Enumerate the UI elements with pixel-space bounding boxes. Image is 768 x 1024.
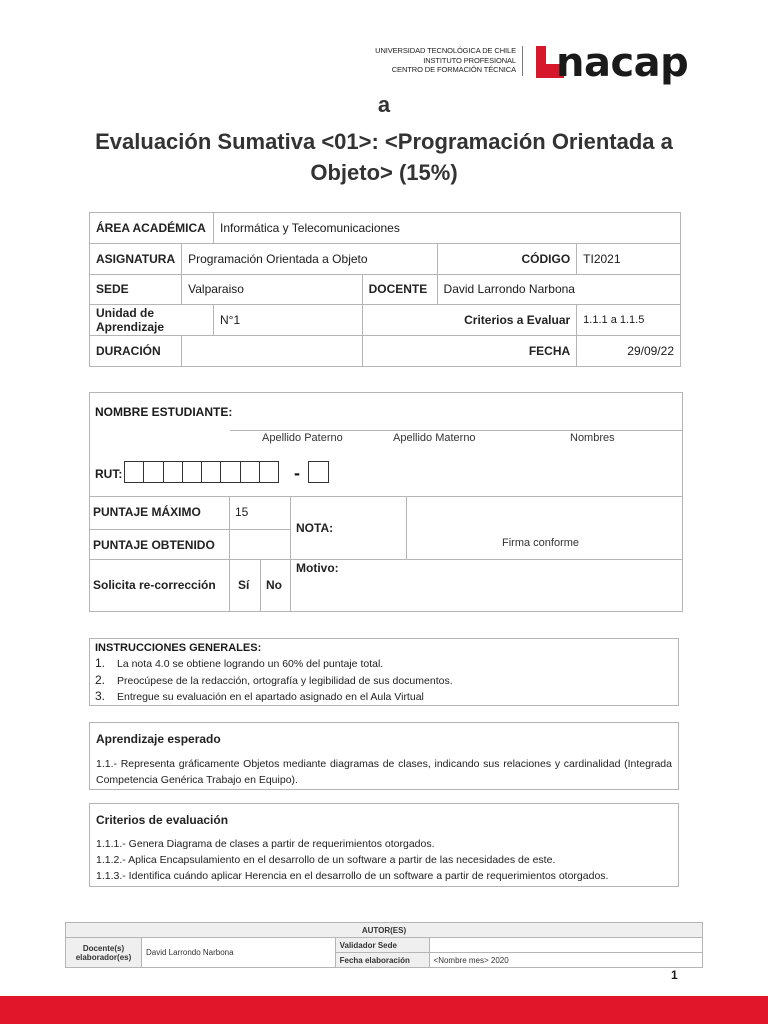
list-text: Entregue su evaluación en el apartado asignado en el Aula Virtual <box>117 691 424 703</box>
table-row <box>90 213 681 244</box>
name-line[interactable] <box>230 430 682 431</box>
institution-line-3: CENTRO DE FORMACIÓN TÉCNICA <box>391 65 516 74</box>
rut-input[interactable] <box>125 461 279 483</box>
rut-digit-cell[interactable] <box>259 461 279 483</box>
aprendizaje-section <box>89 722 679 790</box>
duracion-value[interactable] <box>182 336 362 367</box>
list-item <box>95 673 453 687</box>
instrucciones-section <box>89 638 679 706</box>
student-section <box>89 392 683 612</box>
docente-elaborador-value: David Larrondo Narbona <box>141 938 335 968</box>
si-option[interactable]: Sí <box>238 578 250 592</box>
rut-check-digit-cell[interactable] <box>308 461 329 483</box>
institution-lines <box>375 46 516 75</box>
asignatura-label: ASIGNATURA <box>90 243 182 274</box>
title-prefix: a <box>377 92 391 117</box>
rut-digit-cell[interactable] <box>201 461 221 483</box>
logo-divider <box>522 46 523 76</box>
list-number: 2. <box>95 673 106 687</box>
rut-digit-cell[interactable] <box>163 461 183 483</box>
page-number: 1 <box>671 968 678 982</box>
codigo-value: TI2021 <box>577 243 681 274</box>
list-text: La nota 4.0 se obtiene logrando un 60% del puntaje total. <box>117 658 384 670</box>
sede-value: Valparaiso <box>182 274 362 305</box>
validador-value <box>429 938 702 953</box>
aprendizaje-title: Aprendizaje esperado <box>96 732 221 746</box>
rut-digit-cell[interactable] <box>182 461 202 483</box>
institution-line-2: INSTITUTO PROFESIONAL <box>423 55 516 65</box>
institution-line-1: UNIVERSIDAD TECNOLÓGICA DE CHILE <box>375 46 516 55</box>
fecha-label: FECHA <box>362 336 577 367</box>
footer-bar <box>0 996 768 1024</box>
autores-table <box>65 922 703 968</box>
table-row <box>90 243 681 274</box>
rut-digit-cell[interactable] <box>143 461 163 483</box>
nombre-estudiante-label: NOMBRE ESTUDIANTE: <box>95 405 233 419</box>
inacap-logo-text: nacap <box>556 40 689 86</box>
puntaje-maximo-label: PUNTAJE MÁXIMO <box>93 505 201 519</box>
sede-label: SEDE <box>90 274 182 305</box>
puntaje-maximo-value: 15 <box>235 505 249 519</box>
criterios-title: Criterios de evaluación <box>96 813 229 827</box>
puntaje-obtenido-label: PUNTAJE OBTENIDO <box>93 538 215 552</box>
criterios-label: Criterios a Evaluar <box>362 305 577 336</box>
duracion-label: DURACIÓN <box>90 336 182 367</box>
area-label: ÁREA ACADÉMICA <box>90 213 214 244</box>
rut-label: RUT: <box>95 467 123 481</box>
divider <box>290 559 682 560</box>
area-value: Informática y Telecomunicaciones <box>213 213 680 244</box>
divider <box>260 559 261 612</box>
apellido-materno-label: Apellido Materno <box>393 432 476 444</box>
nombres-label: Nombres <box>570 432 615 444</box>
list-item <box>95 689 424 703</box>
docente-elaborador-label: Docente(s) elaborador(es) <box>66 938 142 968</box>
divider <box>90 496 682 497</box>
table-row <box>66 923 703 938</box>
asignatura-value: Programación Orientada a Objeto <box>182 243 437 274</box>
rut-digit-cell[interactable] <box>220 461 240 483</box>
unidad-label: Unidad de Aprendizaje <box>90 305 214 336</box>
divider <box>90 529 290 530</box>
recorreccion-label: Solicita re-corrección <box>93 578 216 592</box>
criterios-section <box>89 803 679 887</box>
fecha-elaboracion-label: Fecha elaboración <box>335 953 429 968</box>
criterios-list <box>96 836 672 884</box>
docente-label: DOCENTE <box>362 274 437 305</box>
divider <box>290 496 291 612</box>
docente-value: David Larrondo Narbona <box>437 274 680 305</box>
table-row <box>90 305 681 336</box>
list-number: 1. <box>95 656 106 670</box>
autores-header: AUTOR(ES) <box>66 923 703 938</box>
motivo-label: Motivo: <box>296 561 339 575</box>
aprendizaje-text: 1.1.- Representa gráficamente Objetos mediante diagramas de clases, indicando sus relaciones y cardinalidad (Integrada Competencia Genérica Trabajo en Equipo). <box>96 758 672 786</box>
codigo-label: CÓDIGO <box>437 243 577 274</box>
rut-dash: - <box>294 463 300 483</box>
table-row <box>90 336 681 367</box>
apellido-paterno-label: Apellido Paterno <box>262 432 343 444</box>
table-row <box>90 274 681 305</box>
list-number: 3. <box>95 689 106 703</box>
no-option[interactable]: No <box>266 578 282 592</box>
firma-conforme-label: Firma conforme <box>502 537 580 549</box>
rut-digit-cell[interactable] <box>240 461 260 483</box>
divider <box>229 496 230 612</box>
course-info-table <box>89 212 681 367</box>
criterio-item: 1.1.1.- Genera Diagrama de clases a partir de requerimientos otorgados. <box>96 838 435 850</box>
nota-label: NOTA: <box>296 521 334 535</box>
unidad-value: N°1 <box>213 305 362 336</box>
fecha-elaboracion-value: <Nombre mes> 2020 <box>429 953 702 968</box>
list-text: Preocúpese de la redacción, ortografía y legibilidad de sus documentos. <box>117 675 453 687</box>
criterio-item: 1.1.2.- Aplica Encapsulamiento en el desarrollo de un software a partir de las necesidades de este. <box>96 854 556 866</box>
rut-digit-cell[interactable] <box>124 461 144 483</box>
fecha-value: 29/09/22 <box>577 336 681 367</box>
page-title: Evaluación Sumativa <01>: <Programación Orientada a Objeto> (15%) <box>95 129 673 185</box>
list-item <box>95 656 383 670</box>
puntaje-obtenido-field[interactable] <box>235 538 285 558</box>
criterios-value: 1.1.1 a 1.1.5 <box>577 305 681 336</box>
validador-label: Validador Sede <box>335 938 429 953</box>
criterio-item: 1.1.3.- Identifica cuándo aplicar Herencia en el desarrollo de un software a partir de requerimientos otorgados. <box>96 870 609 882</box>
divider <box>406 496 407 559</box>
instrucciones-title: INSTRUCCIONES GENERALES: <box>95 642 262 654</box>
table-row <box>66 938 703 953</box>
